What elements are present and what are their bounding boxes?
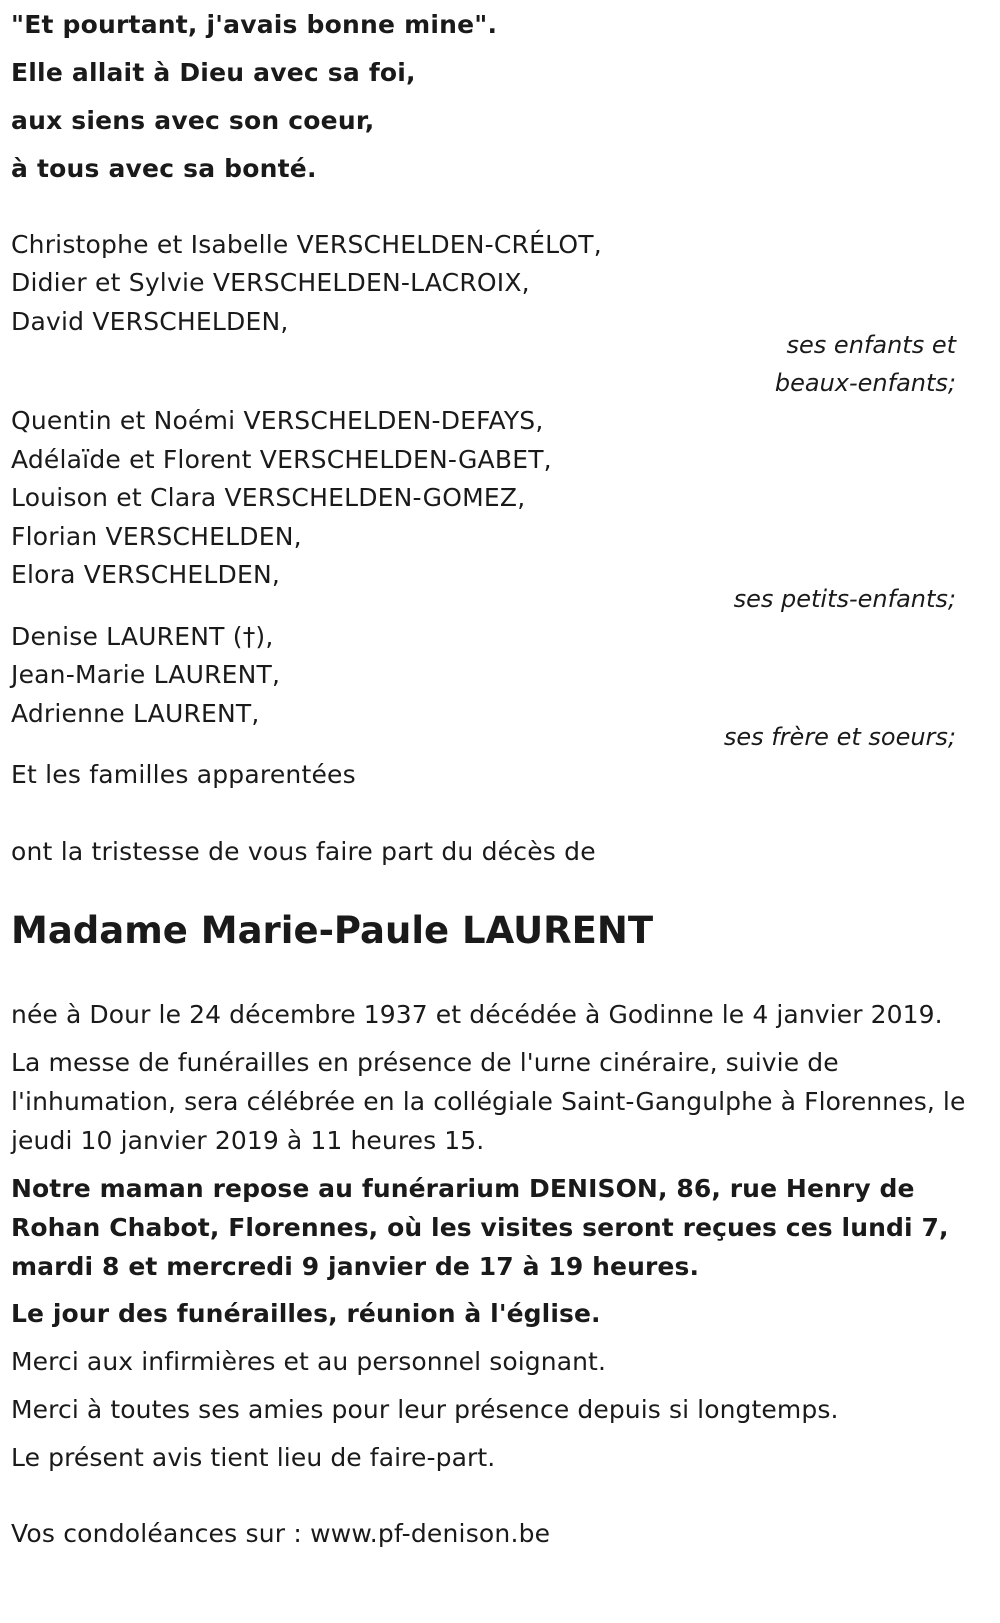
siblings-relation: ses frère et soeurs;	[723, 723, 956, 751]
families-line: Et les familles apparentées	[11, 760, 356, 789]
visitation-paragraph: Notre maman repose au funérarium DENISON, 86, rue Henry de Rohan Chabot, Florennes, où les visites seront reçues ces lundi 7, mardi 8 et mercredi 9 janvier de 17 à 19 heures.	[11, 1174, 949, 1281]
quote-line-4: à tous avec sa bonté.	[11, 154, 317, 183]
child-name: Didier et Sylvie VERSCHELDEN-LACROIX,	[11, 268, 530, 297]
condolences-line: Vos condoléances sur : www.pf-denison.be	[11, 1519, 551, 1548]
grandchild-name: Adélaïde et Florent VERSCHELDEN-GABET,	[11, 445, 552, 474]
sibling-name: Jean-Marie LAURENT,	[11, 660, 281, 689]
notice-paragraph: Le présent avis tient lieu de faire-part.	[11, 1443, 496, 1472]
quote-line-1: "Et pourtant, j'avais bonne mine".	[11, 10, 498, 39]
thanks-friends-paragraph: Merci à toutes ses amies pour leur présence depuis si longtemps.	[11, 1395, 839, 1424]
birth-death-paragraph: née à Dour le 24 décembre 1937 et décédée à Godinne le 4 janvier 2019.	[11, 1000, 943, 1029]
grandchild-name: Louison et Clara VERSCHELDEN-GOMEZ,	[11, 483, 526, 512]
sibling-name: Denise LAURENT (†),	[11, 622, 274, 651]
grandchild-name: Florian VERSCHELDEN,	[11, 522, 302, 551]
children-relation-line-1: ses enfants et	[786, 331, 956, 359]
quote-line-3: aux siens avec son coeur,	[11, 106, 375, 135]
thanks-nurses-paragraph: Merci aux infirmières et au personnel soignant.	[11, 1347, 607, 1376]
deceased-name: Madame Marie-Paule LAURENT	[11, 909, 654, 952]
announcement-line: ont la tristesse de vous faire part du décès de	[11, 837, 596, 866]
quote-line-2: Elle allait à Dieu avec sa foi,	[11, 58, 416, 87]
grandchild-name: Quentin et Noémi VERSCHELDEN-DEFAYS,	[11, 406, 544, 435]
grandchildren-relation: ses petits-enfants;	[733, 585, 956, 613]
sibling-name: Adrienne LAURENT,	[11, 699, 260, 728]
children-relation-line-2: beaux-enfants;	[774, 369, 956, 397]
child-name: Christophe et Isabelle VERSCHELDEN-CRÉLOT,	[11, 230, 602, 259]
funeral-mass-paragraph: La messe de funérailles en présence de l'urne cinéraire, suivie de l'inhumation, sera célébrée en la collégiale Saint-Gangulphe à Florennes, le jeudi 10 janvier 2019 à 11 heures 15.	[11, 1048, 966, 1155]
grandchild-name: Elora VERSCHELDEN,	[11, 560, 280, 589]
child-name: David VERSCHELDEN,	[11, 307, 289, 336]
meeting-paragraph: Le jour des funérailles, réunion à l'église.	[11, 1299, 601, 1328]
